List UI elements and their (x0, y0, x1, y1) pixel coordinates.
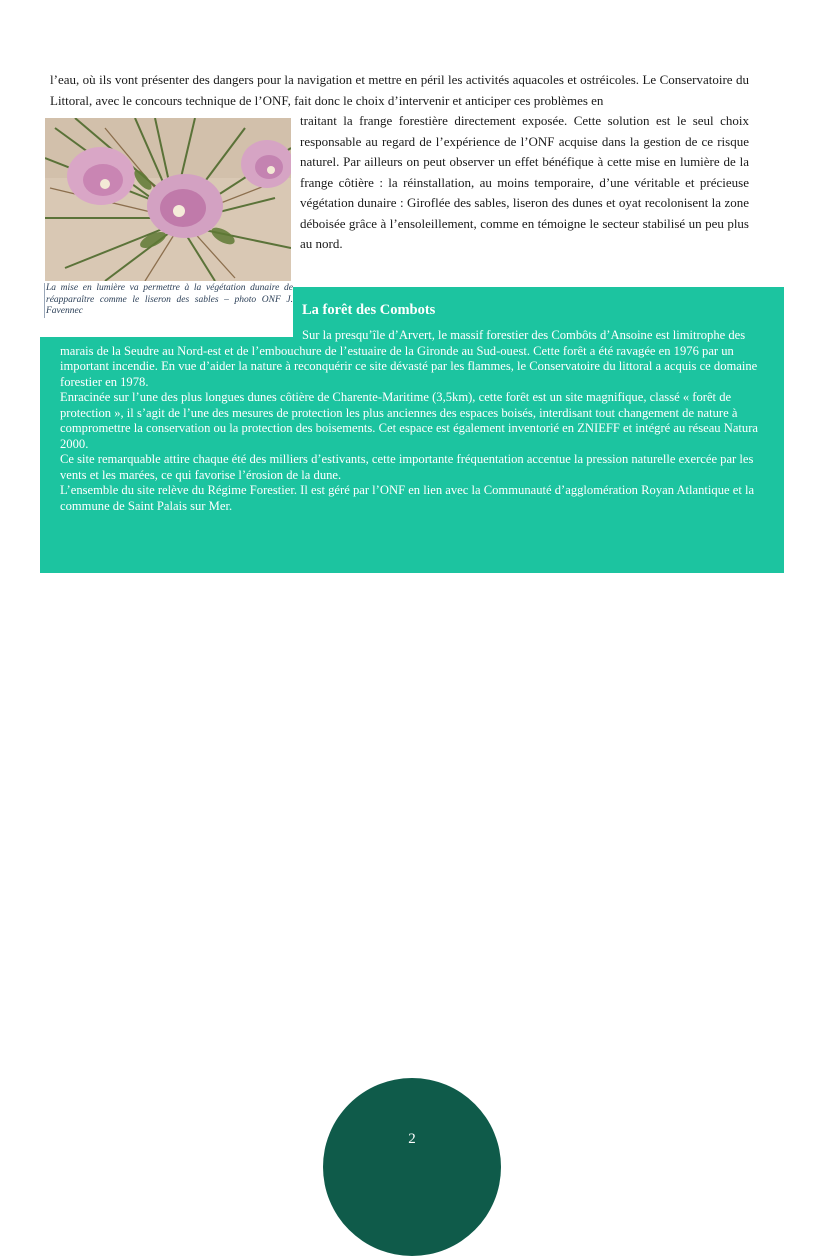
section-paragraph: Ce site remarquable attire chaque été des milliers d’estivants, cette importante fréquentation accentue la pression naturelle exercée par les vents et les marées, ce qui favorise l’érosion de la dune. (60, 452, 754, 482)
section-body (60, 328, 772, 514)
section-title: La forêt des Combots (302, 302, 436, 318)
body-paragraph-top: l’eau, où ils vont présenter des dangers pour la navigation et mettre en péril les activités aquacoles et ostréicoles. Le Conservatoire du Littoral, avec le concours technique de l’ONF, fait donc le choix d’intervenir et anticiper ces problèmes en (50, 72, 749, 108)
page-number: 2 (408, 1131, 416, 1147)
section-paragraph: Sur la presqu’île d’Arvert, le massif forestier des Combôts d’Ansoine est limitrophe des marais de la Seudre au Nord-est et de l’embouchure de l’estuaire de la Gironde au Sud-ouest. Cette forêt a été ravagée en 1976 par un important incendie. En vue d’aider la nature à reconquérir ce site dévasté par les flammes, le Conservatoire du littoral a acquis ce domaine forestier en 1978. (60, 328, 758, 389)
photo-caption: La mise en lumière va permettre à la végétation dunaire de réapparaître comme le liseron des sables – photo ONF J. Favennec (46, 283, 293, 316)
body-paragraph-right: traitant la frange forestière directement exposée. Cette solution est le seul choix responsable au regard de l’expérience de l’ONF acquise dans la gestion de ce risque naturel. Par ailleurs on peut observer un effet bénéfique à cette mise en lumière de la frange côtière : la réinstallation, au moins temporaire, d’une véritable et précieuse végétation dunaire : Giroflée des sables, liseron des dunes et oyat recolonisent la zone déboisée grâce à l’ensoleillement, comme en témoigne le secteur stabilisé un peu plus au nord. (300, 113, 749, 251)
page-number-tab (323, 1078, 501, 1256)
section-paragraph: Enracinée sur l’une des plus longues dunes côtière de Charente-Maritime (3,5km), cette forêt est un site magnifique, classé « forêt de protection », il s’agit de l’une des mesures de protection les plus anciennes des espaces boisés, interdisant tout changement de nature à compromettre la conservation ou la protection des boisements. Cet espace est également inventorié en ZNIEFF et intégré au réseau Natura 2000. (60, 390, 759, 451)
section-paragraph: L’ensemble du site relève du Régime Forestier. Il est géré par l’ONF en lien avec la Communauté d’agglomération Royan Atlantique et la commune de Saint Palais sur Mer. (60, 483, 755, 513)
dune-flower-photo (45, 118, 291, 281)
